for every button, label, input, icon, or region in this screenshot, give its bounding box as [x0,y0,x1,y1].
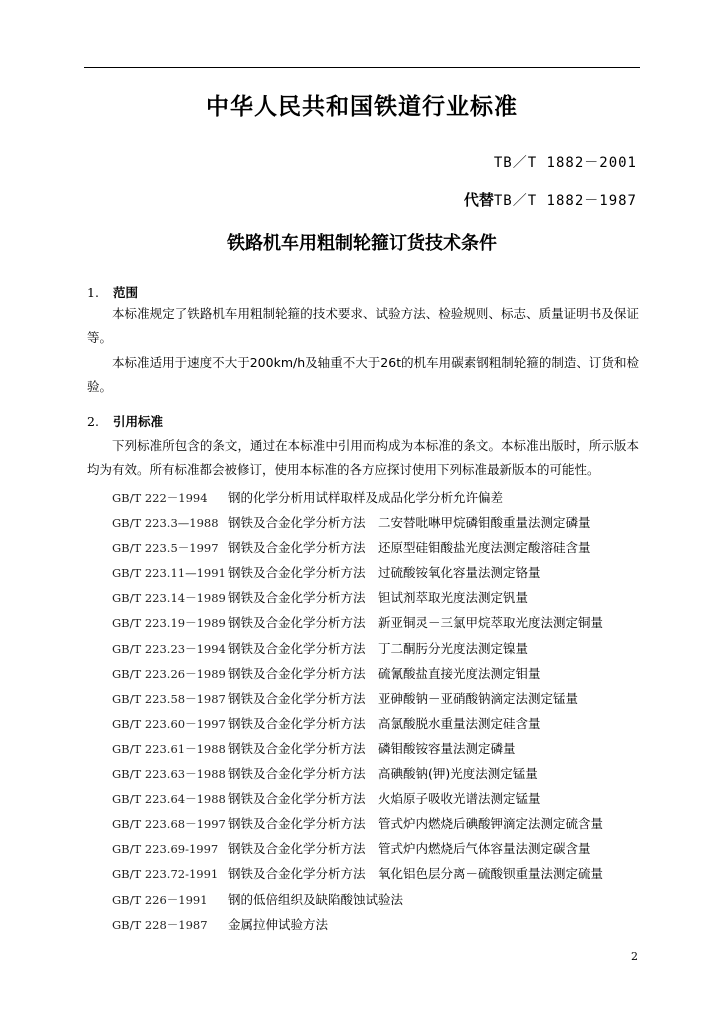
section-1-heading [87,283,138,301]
section-2-title: 引用标准 [113,414,164,429]
reference-title: 钢铁及合金化学分析方法 管式炉内燃烧后气体容量法测定碳含量 [228,841,591,857]
reference-code: GB/T 223.69-1997 [112,842,219,857]
reference-title: 钢铁及合金化学分析方法 高氯酸脱水重量法测定硅含量 [228,715,541,731]
section-1-title: 范围 [113,285,139,300]
reference-item [112,761,603,786]
reference-code: GB/T 223.68－1997 [112,817,226,832]
reference-item [112,610,603,635]
section-1-paragraph-2: 本标准适用于速度不大于200km/h及轴重不大于26t的机车用碳素钢粗制轮箍的制造、订货和检验。 [87,355,639,394]
reference-code: GB/T 223.26－1989 [112,666,226,681]
reference-item [112,836,603,861]
replaces-number: TB／T 1882－1987 [493,193,637,209]
reference-code: GB/T 223.61－1988 [112,741,226,756]
reference-code: GB/T 223.23－1994 [112,641,226,656]
reference-title: 钢的化学分析用试样取样及成品化学分析允许偏差 [228,490,504,505]
reference-item [112,535,603,560]
reference-title: 钢铁及合金化学分析方法 二安替吡啉甲烷磷钼酸重量法测定磷量 [228,515,591,531]
reference-code: GB/T 223.63－1988 [112,767,226,782]
reference-title: 钢铁及合金化学分析方法 过硫酸铵氧化容量法测定铬量 [228,565,541,581]
reference-title: 钢铁及合金化学分析方法 钽试剂萃取光度法测定钒量 [228,590,529,606]
reference-code: GB/T 226－1991 [112,892,208,907]
section-2-intro: 下列标准所包含的条文，通过在本标准中引用而构成为本标准的条文。本标准出版时，所示版本均为有效。所有标准都会被修订，使用本标准的各方应探讨使用下列标准最新版本的可能性。 [87,438,639,477]
reference-title: 金属拉伸试验方法 [228,916,329,932]
section-1-number: 1. [87,285,99,300]
header-rule [84,67,640,68]
reference-item [112,510,603,535]
reference-item [112,786,603,811]
replaces-line [464,189,637,210]
reference-title: 钢铁及合金化学分析方法 新亚铜灵－三氯甲烷萃取光度法测定铜量 [228,615,604,631]
reference-code: GB/T 223.64－1988 [112,792,226,807]
reference-code: GB/T 223.58－1987 [112,691,226,706]
reference-title: 钢铁及合金化学分析方法 氧化铝色层分离－硫酸钡重量法测定硫量 [228,866,604,882]
reference-code: GB/T 223.5－1997 [112,541,219,556]
reference-item [112,736,603,761]
reference-code: GB/T 223.19－1989 [112,616,226,631]
reference-item [112,585,603,610]
reference-title: 钢铁及合金化学分析方法 火焰原子吸收光谱法测定锰量 [228,791,541,807]
reference-title: 钢铁及合金化学分析方法 管式炉内燃烧后碘酸钾滴定法测定硫含量 [228,816,604,832]
reference-title: 钢铁及合金化学分析方法 硫氰酸盐直接光度法测定钼量 [228,665,541,681]
reference-title: 钢铁及合金化学分析方法 磷钼酸铵容量法测定磷量 [228,740,516,756]
reference-item [112,485,603,510]
reference-title: 钢铁及合金化学分析方法 丁二酮肟分光度法测定镍量 [228,640,529,656]
reference-code: GB/T 223.60－1997 [112,716,226,731]
reference-item [112,861,603,886]
standard-number-code: TB／T 1882－2001 [493,155,637,171]
reference-code: GB/T 223.3—1988 [112,516,219,531]
reference-item [112,686,603,711]
reference-item [112,560,603,585]
reference-code: GB/T 223.11—1991 [112,566,226,581]
document-title: 铁路机车用粗制轮箍订货技术条件 [227,233,497,254]
reference-title: 钢铁及合金化学分析方法 还原型硅钼酸盐光度法测定酸溶硅含量 [228,540,591,556]
reference-code: GB/T 222－1994 [112,491,208,505]
reference-item [112,811,603,836]
section-2-number: 2. [87,414,99,429]
replaces-label: 代替 [463,191,494,209]
section-1-paragraph-1: 本标准规定了铁路机车用粗制轮箍的技术要求、试验方法、检验规则、标志、质量证明书及保证等。 [87,306,639,345]
standard-number [494,152,637,172]
reference-item [112,661,603,686]
main-title: 中华人民共和国铁道行业标准 [206,94,518,120]
reference-title: 钢铁及合金化学分析方法 亚砷酸钠－亚硝酸钠滴定法测定锰量 [228,690,579,706]
reference-item [112,887,603,912]
reference-list [112,485,603,937]
reference-item [112,711,603,736]
reference-item [112,912,603,937]
page-number: 2 [631,950,638,963]
reference-title: 钢铁及合金化学分析方法 高碘酸钠(钾)光度法测定锰量 [228,766,538,782]
reference-code: GB/T 228－1987 [112,917,208,932]
reference-title: 钢的低倍组织及缺陷酸蚀试验法 [228,891,404,907]
reference-code: GB/T 223.72-1991 [112,867,219,882]
reference-item [112,636,603,661]
section-2-heading [87,412,163,430]
reference-code: GB/T 223.14－1989 [112,591,226,606]
